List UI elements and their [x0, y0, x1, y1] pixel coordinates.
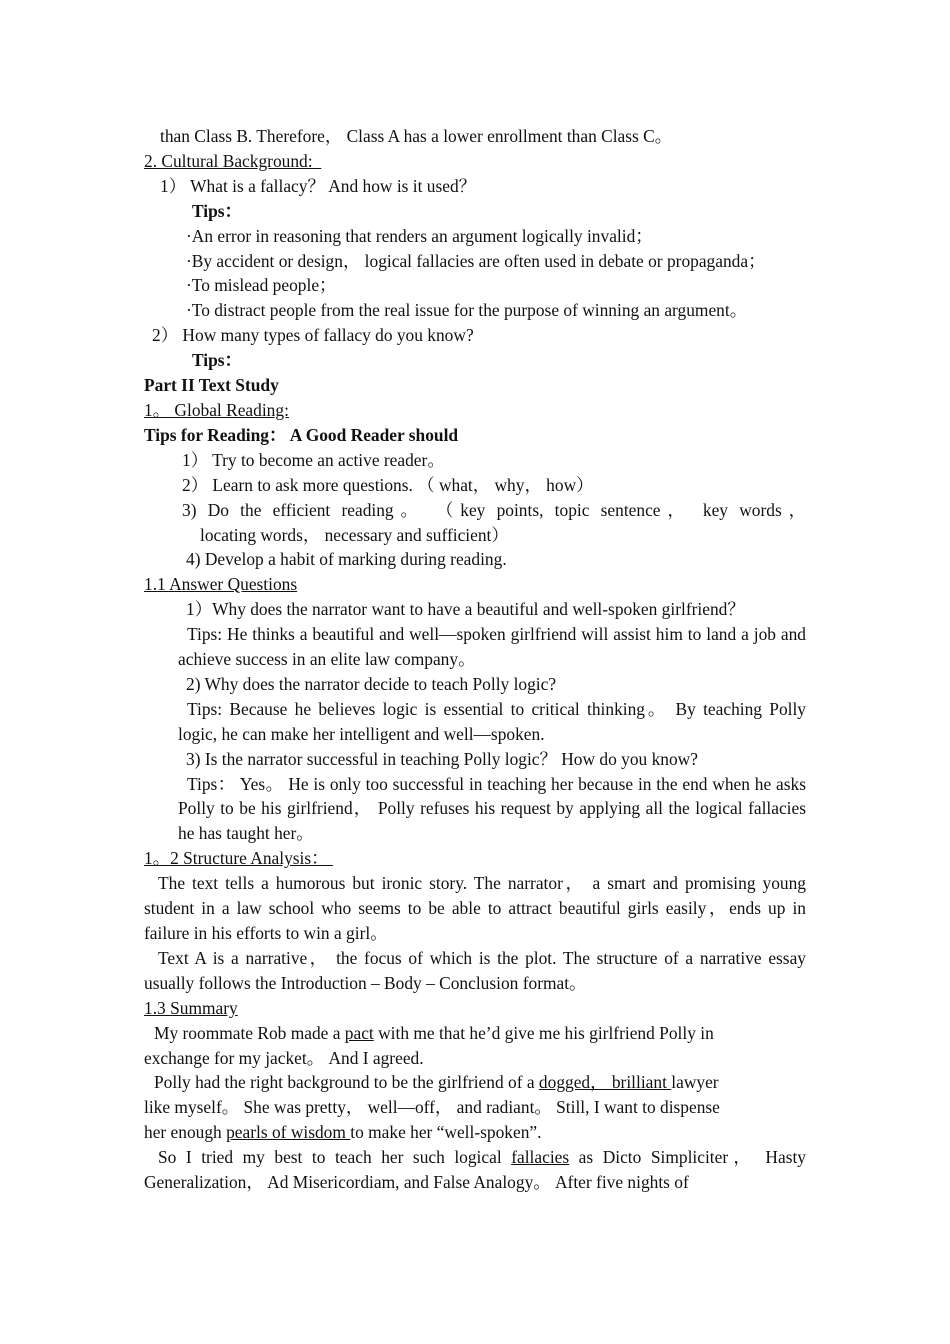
summary-text: Polly had the right background to be the girlfriend of a — [154, 1072, 539, 1093]
summary-text: with me that he’d give me his girlfriend Polly in — [373, 1022, 714, 1043]
section-heading: 2. Cultural Background: — [144, 150, 313, 171]
question-line: 2) Why does the narrator decide to teach Polly logic? — [186, 673, 557, 694]
answer-tip-text: Tips: He thinks a beautiful and well—spoken girlfriend will assist him to land a job and achieve success in an elite law company。 — [178, 624, 806, 670]
tips-label: Tips： — [192, 200, 242, 221]
question-line: 3) Is the narrator successful in teaching Polly logic？ How do you know? — [186, 748, 698, 769]
reading-tip: 4) Develop a habit of marking during reading. — [186, 549, 507, 570]
answer-tip — [144, 697, 806, 747]
summary-line — [144, 1070, 806, 1095]
answer-tip — [144, 772, 806, 847]
vocab-underline: pact — [344, 1022, 374, 1043]
summary-line — [144, 1120, 806, 1145]
summary-text: to make her “well-spoken”. — [350, 1122, 542, 1143]
vocab-underline: fallacies — [511, 1147, 570, 1168]
question-line: 1）Why does the narrator want to have a beautiful and well-spoken girlfriend？ — [186, 599, 745, 620]
vocab-underline: pearls of wisdom — [226, 1122, 351, 1143]
section-heading: 1.1 Answer Questions — [144, 574, 298, 595]
part-heading: Part II Text Study — [144, 375, 279, 396]
summary-line: like myself。 She was pretty， well—off， and radiant。 Still, I want to dispense — [144, 1097, 720, 1118]
answer-tip-text: Tips： Yes。 He is only too successful in teaching her because in the end when he asks Polly to be his girlfriend， Polly refuses his request by applying all the logical fallacies he has taught her。 — [178, 773, 806, 844]
tip-item: ·An error in reasoning that renders an argument logically invalid； — [186, 225, 653, 246]
document-page — [144, 124, 806, 1195]
reading-tip: 2） Learn to ask more questions. （ what， why， how） — [182, 474, 594, 495]
tip-item: ·To distract people from the real issue for the purpose of winning an argument。 — [186, 300, 748, 321]
answer-tip-text: Tips: Because he believes logic is essential to critical thinking。 By teaching Polly logic, he can make her intelligent and well—spoken. — [178, 698, 806, 744]
reading-tip-continued: locating words， necessary and sufficient） — [200, 524, 509, 545]
summary-paragraph — [144, 1145, 806, 1195]
summary-text: as Dicto Simpliciter， Hasty Generalization， Ad Misericordiam, and False Analogy。 After five nights of — [144, 1147, 807, 1193]
paragraph: Text A is a narrative， the focus of which is the plot. The structure of a narrative essay usually follows the Introduction – Body – Conclusion format。 — [144, 947, 806, 993]
summary-text: So I tried my best to teach her such logical — [158, 1147, 512, 1168]
summary-line — [144, 1021, 806, 1046]
paragraph: The text tells a humorous but ironic story. The narrator， a smart and promising young student in a law school who seems to be able to attract beautiful girls easily，ends up in failure in his efforts to win a girl。 — [144, 873, 806, 943]
vocab-underline: dogged， brilliant — [538, 1072, 672, 1093]
summary-text: lawyer — [671, 1072, 719, 1093]
text-line: than Class B. Therefore， Class A has a lower enrollment than Class C。 — [160, 126, 673, 146]
reading-tip: 1） Try to become an active reader。 — [182, 449, 445, 470]
section-heading: 1。2 Structure Analysis： — [144, 848, 329, 869]
question-line: 2） How many types of fallacy do you know? — [152, 325, 474, 346]
tip-item: ·By accident or design， logical fallacies are often used in debate or propaganda； — [186, 250, 766, 271]
reading-tip: 3) Do the efficient reading。 （key points, topic sentence， key words， — [182, 499, 806, 520]
summary-line: exchange for my jacket。 And I agreed. — [144, 1047, 424, 1068]
tips-label: Tips： — [192, 350, 242, 371]
summary-text: My roommate Rob made a — [154, 1022, 345, 1043]
question-line: 1） What is a fallacy？ And how is it used？ — [160, 175, 477, 196]
summary-text: her enough — [144, 1122, 227, 1143]
answer-tip — [144, 622, 806, 672]
section-heading: 1。 Global Reading: — [144, 399, 289, 420]
tip-item: ·To mislead people； — [186, 275, 337, 296]
reading-tips-heading: Tips for Reading： A Good Reader should — [144, 424, 459, 445]
section-heading: 1.3 Summary — [144, 997, 238, 1018]
